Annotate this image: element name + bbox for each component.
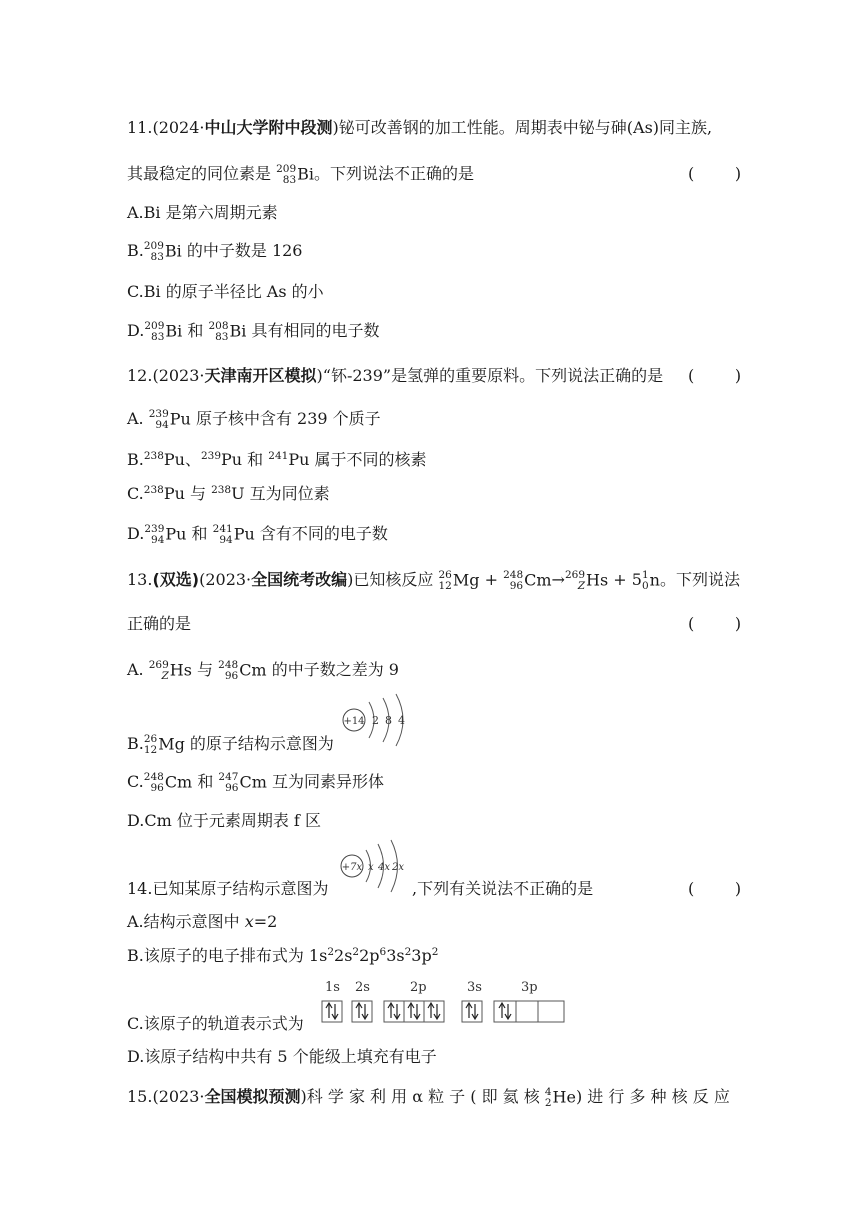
q11-stem-line1: 11.(2024·中山大学附中段测)铋可改善钢的加工性能。周期表中铋与砷(As)同主族, [127,118,713,137]
q12-stem: 12.(2023·天津南开区模拟)“钚-239”是氢弹的重要原料。下列说法正确的是 [127,366,664,385]
orbital-label-2s: 2s [355,980,370,995]
q13-answer-paren: ( ) [688,614,742,633]
q11-stem-line2: 其最稳定的同位素是 209 83 Bi。下列说法不正确的是 [127,162,475,186]
nuclide-cm-248: 248 96 Cm [503,568,552,592]
orbital-box-2s [352,1001,372,1022]
orbital-diagram [318,980,568,1026]
q14-option-c: C.该原子的轨道表示式为 [127,1014,304,1033]
mg-atom-structure-diagram [338,690,418,748]
q13-option-c: C. 248 96 Cm 和 247 96 Cm 互为同素异形体 [127,770,384,794]
orbital-box-1s [322,1001,342,1022]
q14-answer-paren: ( ) [688,879,742,898]
q14-stem-b: ,下列有关说法不正确的是 [412,879,594,898]
orbital-label-1s: 1s [325,980,340,995]
nucleus-charge: +14 [343,716,365,727]
nuclide-bi-209: 209 83 Bi [276,162,315,186]
nuclide-cm-248: 248 96 Cm [143,770,193,794]
q13-stem-line2: 正确的是 [127,614,192,633]
q11-answer-paren: ( ) [688,164,742,183]
shell-3-count: 2x [392,862,405,873]
q14-stem-a: 14.已知某原子结构示意图为 [127,879,329,898]
shell-1-count: x [368,862,374,873]
unknown-atom-structure-diagram [336,838,410,896]
q11-option-c: C.Bi 的原子半径比 As 的小 [127,282,324,301]
shell-2-count: 4x [378,862,391,873]
orbital-label-3p: 3p [521,980,538,995]
orbital-box-2p-2 [404,1001,424,1022]
orbital-box-3p-2 [516,1001,538,1022]
nuclide-bi-208: 208 83 Bi [208,319,247,343]
q15-stem: 15.(2023·全国模拟预测)科 学 家 利 用 α 粒 子 ( 即 氦 核 4 2 He) 进 行 多 种 核 反 应 [127,1085,730,1109]
shell-3-count: 4 [398,714,405,727]
orbital-box-3p-3 [538,1001,564,1022]
nuclide-pu-241: 241 94 Pu [212,522,255,546]
q14-option-d: D.该原子结构中共有 5 个能级上填充有电子 [127,1047,437,1066]
orbital-boxes [318,1000,568,1024]
nuclide-pu-239: 239 94 Pu [144,522,187,546]
nuclide-hs-269: 269 Z Hs [148,658,192,682]
q13-source: 全国统考改编 [251,570,348,589]
orbital-box-2p-1 [384,1001,404,1022]
nuclide-mg-26: 26 12 Mg [143,732,185,756]
q12-option-d: D. 239 94 Pu 和 241 94 Pu 含有不同的电子数 [127,522,388,546]
q12-answer-paren: ( ) [688,366,742,385]
nuclide-pu-239: 239 94 Pu [148,407,191,431]
orbital-box-3s [462,1001,482,1022]
q13-option-b: B. 26 12 Mg 的原子结构示意图为 [127,732,334,756]
q13-stem-line1: 13.(双选)(2023·全国统考改编)已知核反应 26 12 Mg + 248 96 Cm→ 269 Z Hs + 5 1 0 n。下列说法 [127,568,740,592]
q12-option-b: B.$^{238}$Pu、$^{239}$Pu 和 $^{241}$Pu 属于不同的核素 [127,450,427,469]
nuclide-neutron: 1 0 n [641,568,660,592]
shell-2-count: 8 [385,714,392,727]
q14-option-a: A.结构示意图中 x=2 [127,912,278,931]
orbital-box-2p-3 [424,1001,444,1022]
q13-option-a: A. 269 Z Hs 与 248 96 Cm 的中子数之差为 9 [127,658,399,682]
nuclide-bi-209: 209 83 Bi [144,319,183,343]
q11-option-a: A.Bi 是第六周期元素 [127,203,278,222]
q12-source: 天津南开区模拟 [204,366,317,385]
orbital-box-3p-1 [494,1001,516,1022]
q12-option-c: C.$^{238}$Pu 与 $^{238}$U 互为同位素 [127,484,330,503]
q15-source: 全国模拟预测 [204,1087,301,1106]
nuclide-cm-247: 247 96 Cm [218,770,267,794]
orbital-label-2p: 2p [410,980,427,995]
nuclide-hs-269: 269 Z Hs [564,568,609,592]
nucleus-charge: +7x [341,862,363,873]
q11-option-b: B. 209 83 Bi 的中子数是 126 [127,239,303,263]
shell-1-count: 2 [372,714,379,727]
q12-option-a: A. 239 94 Pu 原子核中含有 239 个质子 [127,407,381,431]
q13-option-d: D.Cm 位于元素周期表 f 区 [127,811,321,830]
nuclide-mg-26: 26 12 Mg [438,568,480,592]
orbital-label-3s: 3s [467,980,482,995]
nuclide-cm-248: 248 96 Cm [218,658,267,682]
q11-source: 中山大学附中段测 [204,118,333,137]
q14-option-b: B.该原子的电子排布式为 $1s^22s^22p^63s^23p^2$ [127,946,439,965]
nuclide-he-4: 4 2 He [544,1085,576,1109]
nuclide-bi-209: 209 83 Bi [143,239,182,263]
q11-option-d: D. 209 83 Bi 和 208 83 Bi 具有相同的电子数 [127,319,380,343]
